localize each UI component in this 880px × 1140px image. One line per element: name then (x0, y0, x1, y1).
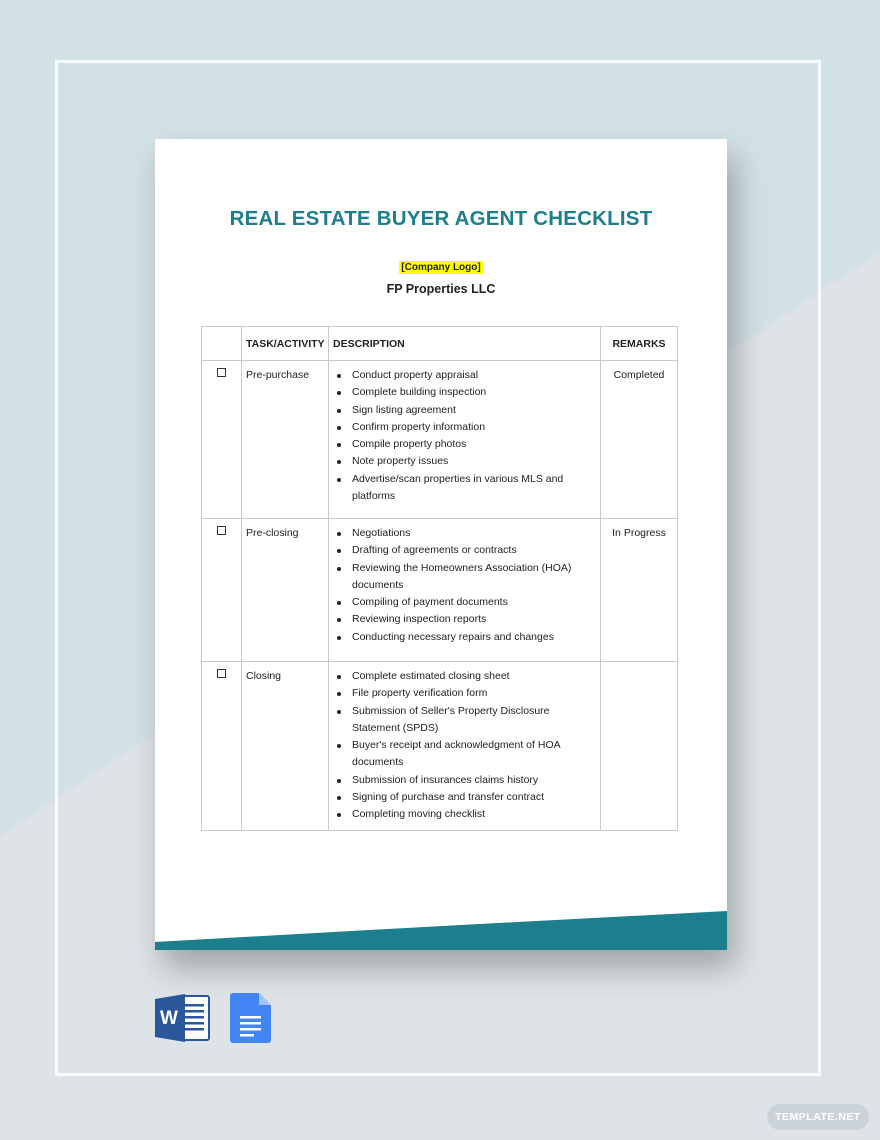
list-item: Conducting necessary repairs and changes (352, 629, 594, 646)
description-list (329, 367, 594, 505)
list-item: Compile property photos (352, 436, 594, 453)
description-list (329, 668, 594, 824)
list-item: Advertise/scan properties in various MLS and platforms (352, 471, 594, 506)
checkbox[interactable] (217, 368, 226, 377)
microsoft-word-icon[interactable] (155, 993, 211, 1043)
description-cell (329, 519, 601, 662)
list-item: Buyer's receipt and acknowledgment of HOA documents (352, 737, 594, 772)
table-row (202, 519, 678, 662)
list-item: Conduct property appraisal (352, 367, 594, 384)
checkbox-cell (202, 519, 242, 662)
header-remarks: REMARKS (601, 327, 678, 361)
header-checkbox-col (202, 327, 242, 361)
list-item: Note property issues (352, 453, 594, 470)
checkbox-cell (202, 662, 242, 831)
table-header-row (202, 327, 678, 361)
list-item: Sign listing agreement (352, 402, 594, 419)
checkbox[interactable] (217, 669, 226, 678)
header-description: DESCRIPTION (329, 327, 601, 361)
remarks-cell: In Progress (601, 519, 678, 662)
list-item: Negotiations (352, 525, 594, 542)
remarks-cell: Completed (601, 361, 678, 519)
list-item: Compiling of payment documents (352, 594, 594, 611)
list-item: Completing moving checklist (352, 806, 594, 823)
list-item: Complete building inspection (352, 384, 594, 401)
logo-placeholder-wrap (155, 257, 727, 275)
checklist-table (201, 326, 678, 831)
description-cell (329, 662, 601, 831)
task-cell: Pre-purchase (242, 361, 329, 519)
description-list (329, 525, 594, 646)
list-item: Reviewing inspection reports (352, 611, 594, 628)
table-row (202, 361, 678, 519)
list-item: Confirm property information (352, 419, 594, 436)
list-item: Reviewing the Homeowners Association (HOA) documents (352, 560, 594, 595)
remarks-cell (601, 662, 678, 831)
header-task: TASK/ACTIVITY (242, 327, 329, 361)
list-item: Drafting of agreements or contracts (352, 542, 594, 559)
checkbox-cell (202, 361, 242, 519)
document-page (155, 139, 727, 950)
watermark-badge: TEMPLATE.NET (767, 1104, 869, 1130)
svg-text:W: W (160, 1008, 178, 1029)
google-docs-icon[interactable] (230, 993, 272, 1043)
task-cell: Closing (242, 662, 329, 831)
company-name: FP Properties LLC (386, 282, 496, 296)
description-cell (329, 361, 601, 519)
list-item: Submission of insurances claims history (352, 772, 594, 789)
list-item: Signing of purchase and transfer contract (352, 789, 594, 806)
task-cell: Pre-closing (242, 519, 329, 662)
list-item: Submission of Seller's Property Disclosure Statement (SPDS) (352, 703, 594, 738)
document-title: REAL ESTATE BUYER AGENT CHECKLIST (229, 207, 653, 230)
checkbox[interactable] (217, 526, 226, 535)
list-item: File property verification form (352, 685, 594, 702)
table-row (202, 662, 678, 831)
company-logo-placeholder: [Company Logo] (401, 262, 481, 273)
list-item: Complete estimated closing sheet (352, 668, 594, 685)
footer-accent-bar (155, 910, 727, 950)
